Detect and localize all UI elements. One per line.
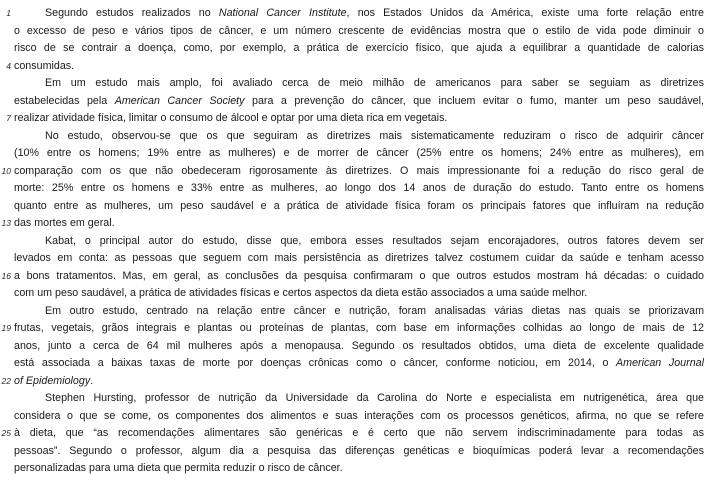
text-row <box>0 40 704 58</box>
text-line <box>14 285 704 303</box>
text-segment: Em outro estudo, centrado na relação entre câncer e nutrição, foram analisadas várias dietas nas quais se priorizavam <box>45 304 704 317</box>
text-segment: , nos Estados Unidos da América, existe uma forte relação entre <box>346 7 704 19</box>
text-line <box>14 390 704 408</box>
line-number: 4 <box>6 60 11 71</box>
text-segment: estabelecidas pela <box>14 94 115 107</box>
text-line <box>14 408 704 426</box>
text-row <box>0 163 704 181</box>
text-segment: frutas, vegetais, grãos integrais e plantas ou proteínas de plantas, com base em informações colhidas ao longo de mais de 12 <box>14 322 704 334</box>
line-number: 25 <box>1 428 11 438</box>
text-row <box>0 75 704 93</box>
text-row <box>0 390 704 408</box>
text-segment: . <box>90 374 94 387</box>
text-line <box>14 163 704 181</box>
text-segment: Stephen Hursting, professor de nutrição da Universidade da Carolina do Norte e especialista em nutrigenética, área que <box>45 392 704 404</box>
text-segment: está associada a baixas taxas de morte por doenças crônicas como o câncer, conforme noticiou, em 2014, o <box>14 357 617 369</box>
text-segment: levados em conta: as pessoas que seguem com mais persistência as diretrizes talvez costumem cuidar da saúde e tenham acesso <box>14 252 704 264</box>
italic-text-segment: American Cancer Society <box>114 94 245 107</box>
text-segment: (10% entre os homens; 19% entre as mulheres) e de morrer de câncer (25% entre os homens; 24% entre as mulheres), em <box>14 147 704 159</box>
text-segment: o excesso de peso e vários tipos de câncer, e um número crescente de evidências mostra que o estilo de vida pode diminuir o <box>14 24 704 37</box>
text-segment: Kabat, o principal autor do estudo, disse que, embora esses resultados sejam encorajadores, outros fatores devem ser <box>45 234 704 247</box>
line-number: 16 <box>1 270 11 281</box>
text-row <box>0 250 704 268</box>
text-row <box>0 180 704 198</box>
text-row <box>0 303 704 321</box>
text-row <box>0 268 704 286</box>
text-row <box>0 338 704 356</box>
text-segment: Segundo estudos realizados no <box>45 7 219 19</box>
line-number: 13 <box>1 218 11 228</box>
text-line <box>14 58 704 76</box>
text-line <box>14 303 704 321</box>
text-row <box>0 58 704 76</box>
text-row <box>0 355 704 373</box>
text-segment: quanto entre as mulheres, um peso saudável e a prática de atividade física foram os principais fatores que influíram na redução <box>14 199 704 212</box>
line-number: 10 <box>1 165 11 176</box>
text-row <box>0 425 704 443</box>
text-row <box>0 215 704 233</box>
text-segment: comparação com os que não obedeceram rigorosamente às diretrizes. O mais impressionante foi a redução do risco geral de <box>14 164 704 177</box>
line-number: 22 <box>1 375 11 386</box>
text-row <box>0 460 704 478</box>
line-number: 7 <box>6 113 11 123</box>
text-segment: Em um estudo mais amplo, foi avaliado cerca de meio milhão de americanos para saber se seguiam as diretrizes <box>45 77 704 89</box>
text-line <box>14 145 704 163</box>
text-line <box>14 5 704 23</box>
text-line <box>14 40 704 58</box>
text-segment: anos, junto a cerca de 64 mil mulheres após a menopausa. Segundo os resultados obtidos, uma dieta de excelente qualidade <box>14 339 704 352</box>
text-line <box>14 268 704 286</box>
text-line <box>14 93 704 111</box>
text-row <box>0 198 704 216</box>
text-line <box>14 460 704 478</box>
text-segment: considera o que se come, os componentes dos alimentos e suas interações com os processos genéticos, afirma, no que se refere <box>14 409 704 422</box>
text-line <box>14 23 704 41</box>
text-line <box>14 110 704 128</box>
line-number: 1 <box>6 8 11 18</box>
text-line <box>14 180 704 198</box>
text-segment: morte: 25% entre os homens e 33% entre as mulheres, ao longo dos 14 anos de duração do estudo. Tanto entre os homens <box>14 182 704 194</box>
text-line <box>14 198 704 216</box>
text-row <box>0 285 704 303</box>
text-row <box>0 408 704 426</box>
italic-text-segment: National Cancer Institute <box>218 7 347 19</box>
text-row <box>0 320 704 338</box>
line-number: 19 <box>1 323 11 333</box>
italic-text-segment: American Journal <box>616 357 704 369</box>
text-segment: com um peso saudável, a prática de atividades físicas e certos aspectos da dieta estão associados a uma saúde melhor. <box>14 287 588 299</box>
text-line <box>14 338 704 356</box>
text-row <box>0 128 704 146</box>
text-line <box>14 250 704 268</box>
text-segment: à dieta, que “as recomendações alimentares são genéricas e é certo que não servem indiscriminadamente para todas as <box>14 427 704 439</box>
text-line <box>14 425 704 443</box>
text-line <box>14 215 704 233</box>
text-row <box>0 373 704 391</box>
text-segment: a bons tratamentos. Mas, em geral, as conclusões da pesquisa confirmaram o que outros estudos mostram há décadas: o cuidado <box>14 269 704 282</box>
text-line <box>14 355 704 373</box>
text-segment: No estudo, observou-se que os que seguiram as diretrizes mais sistematicamente reduziram o risco de adquirir câncer <box>45 129 704 142</box>
text-row <box>0 93 704 111</box>
text-line <box>14 233 704 251</box>
italic-text-segment: of Epidemiology <box>14 374 91 387</box>
text-line <box>14 443 704 461</box>
text-row <box>0 145 704 163</box>
text-row <box>0 23 704 41</box>
text-line <box>14 75 704 93</box>
text-segment: risco de se contrair a doença, como, por exemplo, a prática de exercício físico, que ajuda a equilibrar a quantidade de calorias <box>14 42 704 54</box>
text-line <box>14 320 704 338</box>
text-row <box>0 443 704 461</box>
text-segment: consumidas. <box>14 59 75 72</box>
text-line <box>14 128 704 146</box>
text-row <box>0 233 704 251</box>
text-segment: pessoas”. Segundo o professor, algum dia a pesquisa das diferenças genéticas e bioquímicas poderá levar a recomendações <box>14 444 704 457</box>
text-segment: para a prevenção do câncer, que incluem evitar o fumo, manter um peso saudável, <box>244 94 704 107</box>
text-line <box>14 373 704 391</box>
text-row <box>0 110 704 128</box>
text-segment: realizar atividade física, limitar o consumo de álcool e optar por uma dieta rica em vegetais. <box>14 112 448 124</box>
text-segment: das mortes em geral. <box>14 217 115 229</box>
text-row <box>0 5 704 23</box>
text-segment: personalizadas para uma dieta que permita reduzir o risco de câncer. <box>14 462 343 474</box>
